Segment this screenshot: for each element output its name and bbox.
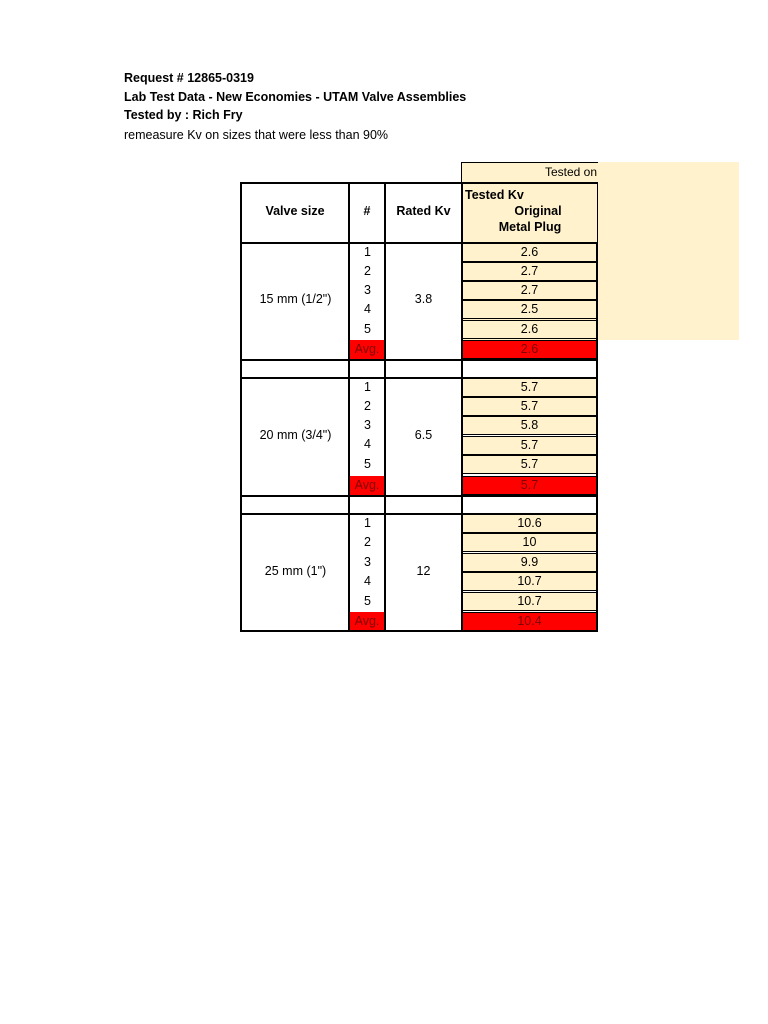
header-number: # xyxy=(363,204,371,218)
sample-number: 2 xyxy=(364,535,371,549)
note-line: remeasure Kv on sizes that were less than 90% xyxy=(124,128,389,142)
sample-number: 1 xyxy=(364,516,371,530)
tested-band-label: Tested on xyxy=(544,165,597,179)
valve-size-label: 15 mm (1/2") xyxy=(259,292,332,306)
kv-cell: 5.8 xyxy=(462,416,597,435)
header-metal-plug: Metal Plug xyxy=(498,220,562,234)
rated-kv-value: 3.8 xyxy=(414,292,433,306)
valve-size-label: 20 mm (3/4") xyxy=(259,428,332,442)
request-number: Request # 12865-0319 xyxy=(124,71,254,85)
sample-number: 5 xyxy=(364,594,371,608)
sample-number: 5 xyxy=(364,457,371,471)
rated-kv-value: 6.5 xyxy=(414,428,433,442)
kv-cell: 5.7 xyxy=(462,455,597,474)
header-rated-kv: Rated Kv xyxy=(396,204,451,218)
kv-cell: 10.7 xyxy=(462,572,597,591)
avg-label: Avg. xyxy=(350,476,384,495)
row-divider xyxy=(240,495,598,497)
kv-avg-cell: 2.6 xyxy=(462,340,597,359)
sample-number: 4 xyxy=(364,302,371,316)
avg-label: Avg. xyxy=(350,612,384,630)
sample-number: 3 xyxy=(364,418,371,432)
kv-cell: 10.7 xyxy=(462,592,597,611)
tester-line: Tested by : Rich Fry xyxy=(124,108,243,122)
header-original: Original xyxy=(514,204,562,218)
kv-cell: 2.6 xyxy=(462,320,597,339)
sample-number: 1 xyxy=(364,380,371,394)
sample-number: 2 xyxy=(364,264,371,278)
kv-cell: 2.7 xyxy=(462,262,597,281)
kv-cell: 9.9 xyxy=(462,553,597,572)
sample-number: 1 xyxy=(364,245,371,259)
kv-cell: 2.5 xyxy=(462,300,597,319)
kv-avg-cell: 10.4 xyxy=(462,612,597,631)
rated-kv-value: 12 xyxy=(416,564,431,578)
kv-cell: 2.7 xyxy=(462,281,597,300)
valve-size-label: 25 mm (1") xyxy=(264,564,327,578)
avg-label: Avg. xyxy=(350,340,384,359)
sample-number: 4 xyxy=(364,574,371,588)
kv-cell: 10.6 xyxy=(462,514,597,533)
sample-number: 4 xyxy=(364,437,371,451)
header-tested-kv: Tested Kv xyxy=(465,188,524,202)
sample-number: 2 xyxy=(364,399,371,413)
kv-avg-cell: 5.7 xyxy=(462,476,597,495)
sample-number: 3 xyxy=(364,555,371,569)
sample-number: 3 xyxy=(364,283,371,297)
kv-cell: 5.7 xyxy=(462,397,597,416)
kv-cell: 2.6 xyxy=(462,243,597,262)
kv-cell: 5.7 xyxy=(462,378,597,397)
sample-number: 5 xyxy=(364,322,371,336)
kv-cell: 5.7 xyxy=(462,436,597,455)
kv-cell: 10 xyxy=(462,533,597,552)
row-divider xyxy=(240,359,598,361)
header-valve-size: Valve size xyxy=(265,204,325,218)
lab-title: Lab Test Data - New Economies - UTAM Valve Assemblies xyxy=(124,90,467,104)
